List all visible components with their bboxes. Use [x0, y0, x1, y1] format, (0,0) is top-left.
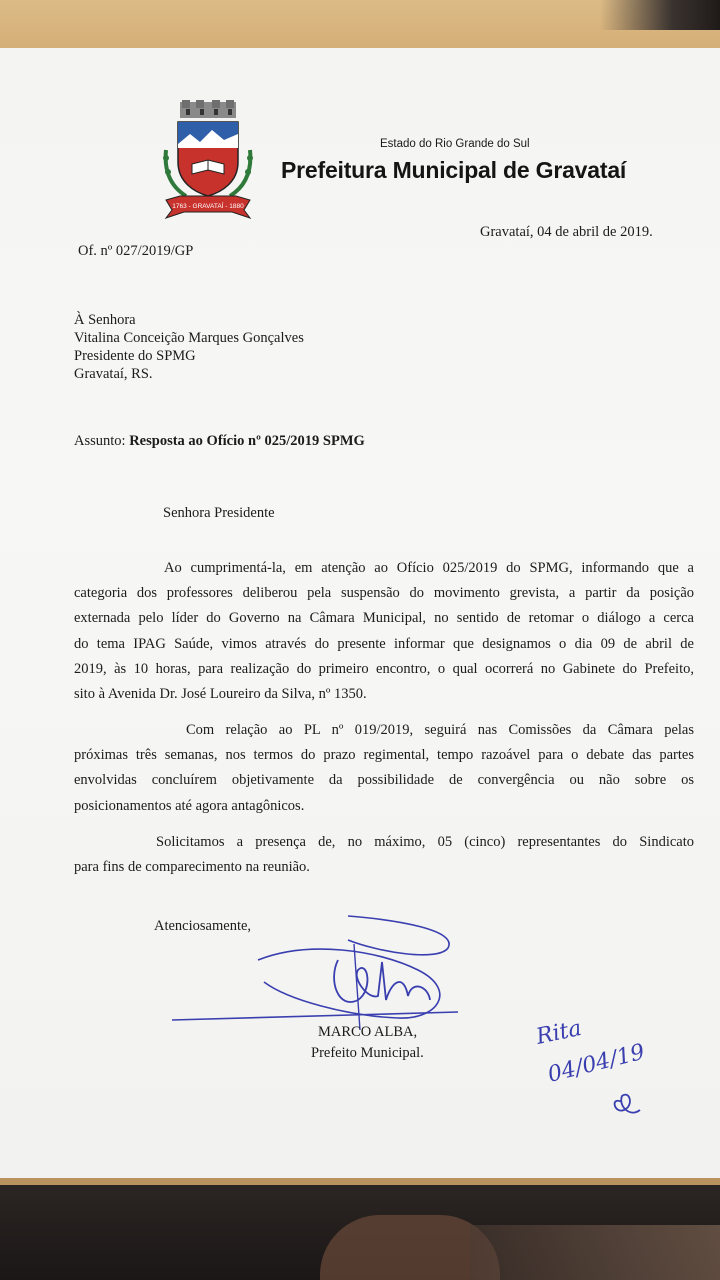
note-name: Rita — [534, 1015, 584, 1050]
paragraph-1 — [74, 556, 694, 707]
paragraph-line: próximas três semanas, nos termos do prazo regimental, tempo razoável para o debate das partes — [74, 747, 694, 764]
closing: Atenciosamente, — [154, 918, 252, 934]
handwritten-note — [530, 1010, 660, 1120]
recipient-line: Vitalina Conceição Marques Gonçalves — [74, 330, 304, 346]
note-date: 04/04/19 — [545, 1039, 648, 1088]
signer-role: Prefeito Municipal. — [311, 1045, 424, 1061]
paragraph-line: 2019, às 10 horas, para realização do primeiro encontro, o qual ocorrerá no Gabinete do Prefeito, — [74, 660, 694, 677]
reference-number: Of. nº 027/2019/GP — [78, 243, 194, 259]
floor-light — [470, 1225, 720, 1280]
state-name: Estado do Rio Grande do Sul — [380, 138, 530, 150]
subject-text: Resposta ao Ofício nº 025/2019 SPMG — [129, 433, 365, 449]
coat-of-arms-icon — [160, 100, 256, 222]
paragraph-line: para fins de comparecimento na reunião. — [74, 859, 310, 876]
paragraph-line: externada pelo líder do Governo na Câmara Municipal, no sentido de retomar o diálogo a cerca — [74, 610, 694, 627]
initials-mark — [615, 1095, 640, 1113]
letterhead-title: Prefeitura Municipal de Gravataí — [281, 157, 627, 183]
subject-line — [74, 433, 365, 450]
signature-icon — [168, 900, 468, 1040]
recipient-line: Presidente do SPMG — [74, 348, 196, 364]
paragraph-line: sito à Avenida Dr. José Loureiro da Silva, nº 1350. — [74, 685, 367, 702]
salutation: Senhora Presidente — [163, 505, 275, 521]
date-line: Gravataí, 04 de abril de 2019. — [480, 224, 653, 240]
recipient-line: Gravataí, RS. — [74, 366, 153, 382]
paragraph-line: do tema IPAG Saúde, vimos através do presente informar que designamos o dia 09 de abril de — [74, 635, 694, 652]
paragraph-2 — [74, 718, 694, 819]
paragraph-line: Com relação ao PL nº 019/2019, seguirá nas Comissões da Câmara pelas — [186, 722, 694, 738]
paragraph-line: envolvidas concluírem objetivamente da possibilidade de convergência ou não sobre os — [74, 772, 694, 789]
paragraph-line: categoria dos professores deliberou pela suspensão do movimento grevista, a partir da posição — [74, 585, 694, 602]
coat-motto: 1763 - GRAVATAÍ - 1880 — [172, 203, 244, 210]
paragraph-line: posicionamentos até agora antagônicos. — [74, 797, 305, 814]
paragraph-line: Solicitamos a presença de, no máximo, 05 (cinco) representantes do Sindicato — [156, 834, 694, 850]
background-corner — [600, 0, 720, 30]
paragraph-line: Ao cumprimentá-la, em atenção ao Ofício 025/2019 do SPMG, informando que a — [164, 560, 694, 576]
subject-label: Assunto: — [74, 433, 126, 449]
recipient-line: À Senhora — [74, 312, 136, 328]
signer-name: MARCO ALBA, — [318, 1024, 418, 1040]
paragraph-3 — [74, 830, 694, 880]
